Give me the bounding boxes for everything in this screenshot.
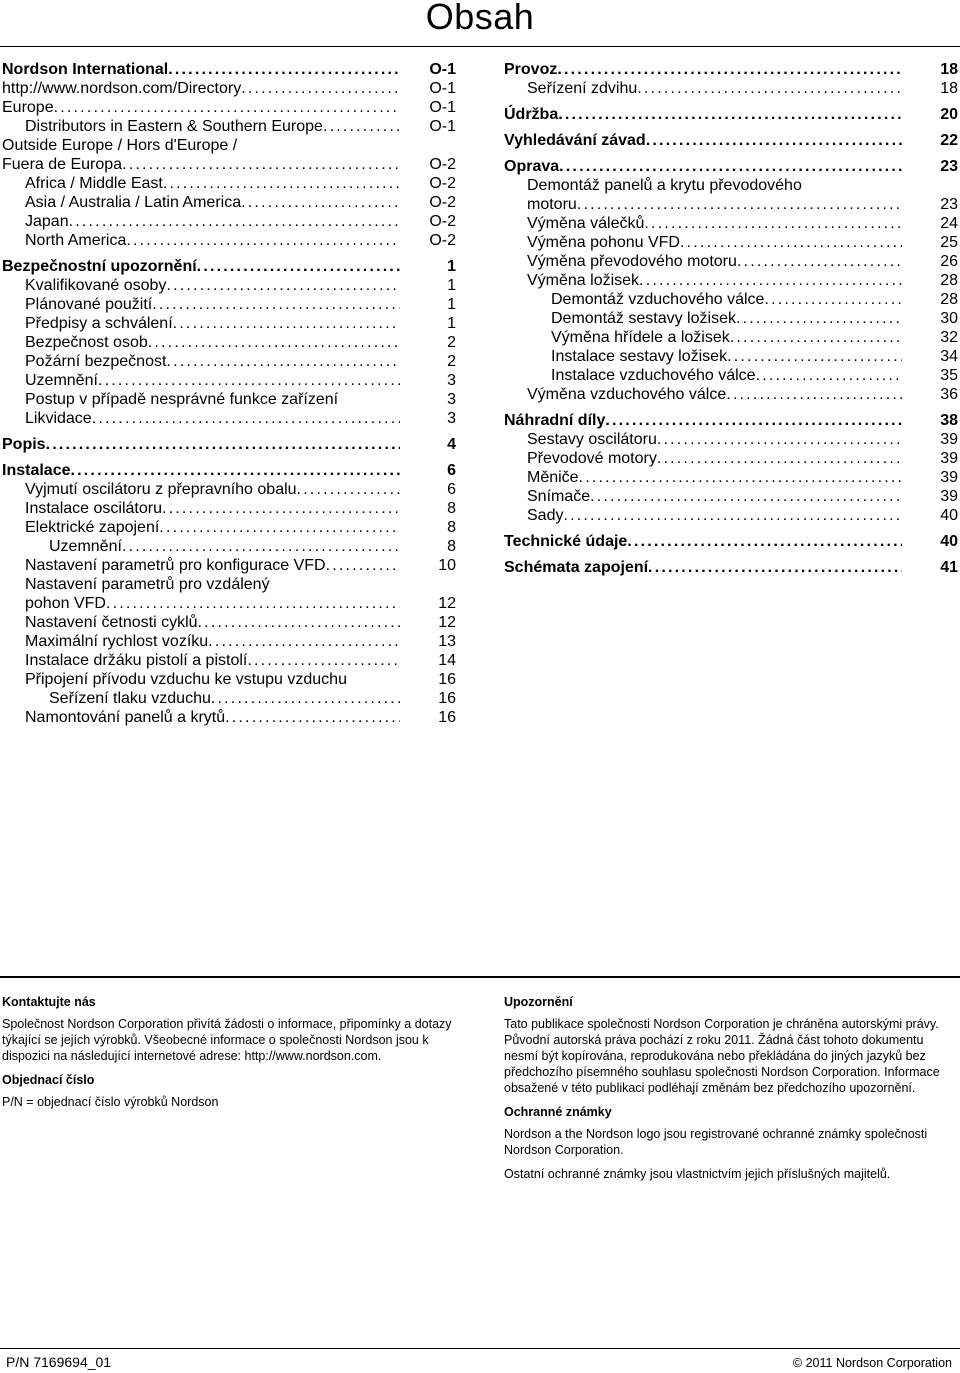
trademarks-heading: Ochranné známky — [504, 1105, 612, 1119]
contact-text: Společnost Nordson Corporation přivítá žádosti o informace, připomínky a dotazy týkající se jejích výrobků. Všeobecné informace o společnosti Nordson jsou k dispozici na následující internetové adrese: http://www.nordson.com. — [2, 1017, 452, 1063]
toc-page-number: O-2 — [429, 213, 456, 230]
toc-page-number: 39 — [940, 450, 958, 467]
toc-entry-text: Vyjmutí oscilátoru z přepravního obalu — [25, 481, 297, 498]
toc-leader-dots — [627, 532, 902, 551]
toc-leader-dots — [152, 295, 400, 314]
toc-leader-dots — [558, 105, 902, 124]
toc-entry-text: Postup v případě nesprávné funkce zařízení — [25, 391, 339, 408]
toc-entry-text: Výměna hřídele a ložisek — [551, 329, 730, 346]
toc-entry-text: Vyhledávání závad — [504, 132, 646, 149]
toc-entry-text: Uzemnění — [25, 372, 98, 389]
toc-entry[interactable] — [504, 468, 958, 487]
toc-leader-dots — [197, 257, 400, 276]
toc-leader-dots — [559, 157, 902, 176]
footer-right — [504, 994, 954, 1190]
toc-entry-text: Převodové motory — [527, 450, 657, 467]
toc-entry-text: Instalace vzduchového válce — [551, 367, 756, 384]
toc-page-number: 6 — [447, 462, 456, 479]
toc-page-number: O-1 — [429, 80, 456, 97]
toc-entry-text: Demontáž vzduchového válce — [551, 291, 765, 308]
toc-leader-dots — [730, 328, 902, 347]
toc-entry[interactable] — [2, 632, 456, 651]
footer-divider — [0, 976, 960, 978]
toc-leader-dots — [148, 333, 400, 352]
toc-entry[interactable] — [2, 212, 456, 231]
toc-leader-dots — [639, 271, 902, 290]
toc-page-number: 14 — [438, 652, 456, 669]
toc-entry[interactable] — [2, 371, 456, 390]
toc-entry-text: Maximální rychlost vozíku — [25, 633, 209, 650]
toc-page-number: 16 — [438, 671, 456, 688]
toc-entry[interactable] — [2, 499, 456, 518]
toc-entry-text: Náhradní díly — [504, 412, 606, 429]
toc-entry-text: Výměna pohonu VFD — [527, 234, 680, 251]
toc-entry[interactable] — [2, 670, 456, 689]
toc-leader-dots — [579, 468, 902, 487]
toc-leader-dots — [162, 499, 400, 518]
toc-page-number: 41 — [940, 559, 958, 576]
toc-entry[interactable] — [2, 390, 456, 409]
toc-entry[interactable] — [504, 290, 958, 309]
toc-page-number: 40 — [940, 507, 958, 524]
toc-entry-text: Likvidace — [25, 410, 92, 427]
toc-leader-dots — [323, 117, 400, 136]
toc-heading[interactable] — [2, 257, 456, 276]
toc-page-number: 12 — [438, 614, 456, 631]
toc-entry-text: Technické údaje — [504, 533, 628, 550]
toc-leader-dots — [756, 366, 902, 385]
toc-page-number: 6 — [447, 481, 456, 498]
toc-leader-dots — [326, 556, 400, 575]
toc-entry[interactable] — [2, 480, 456, 499]
toc-page-number: O-2 — [429, 194, 456, 211]
toc-entry-text: Údržba — [504, 106, 559, 123]
toc-entry-text: Instalace — [2, 462, 71, 479]
notice-text: Tato publikace společnosti Nordson Corporation je chráněna autorskými právy. Původní autorská práva pochází z roku 2011. Žádná část tohoto dokumentu nesmí být kopírována, reprodukována nebo překládána do jiných jazyků bez předchozího písemného souhlasu společnosti Nordson Corporation. Informace obsažené v této publikaci podléhají změnám bez předchozího upozornění. — [504, 1017, 940, 1095]
toc-page-number: 3 — [447, 410, 456, 427]
toc-entry-text: Kvalifikované osoby — [25, 277, 167, 294]
toc-page-number: 26 — [940, 253, 958, 270]
toc-page-number: 4 — [447, 436, 456, 453]
toc-heading[interactable] — [504, 558, 958, 577]
toc-leader-dots — [173, 314, 400, 333]
toc-entry[interactable] — [2, 193, 456, 212]
toc-entry-text: Výměna ložisek — [527, 272, 640, 289]
toc-leader-dots — [122, 537, 400, 556]
toc-entry[interactable] — [2, 155, 456, 174]
toc-heading[interactable] — [2, 435, 456, 454]
toc-left-column — [2, 60, 456, 727]
toc-page-number: 18 — [940, 61, 958, 78]
toc-page-number: 1 — [447, 277, 456, 294]
toc-leader-dots — [166, 276, 400, 295]
toc-entry-text: Nastavení četnosti cyklů — [25, 614, 198, 631]
toc-entry-text: Outside Europe / Hors d'Europe / — [2, 137, 238, 154]
toc-entry-text: North America — [25, 232, 127, 249]
toc-page-number: 8 — [447, 519, 456, 536]
trademarks-other-text: Ostatní ochranné známky jsou vlastnictvím jejich příslušných majitelů. — [504, 1167, 891, 1181]
toc-leader-dots — [54, 98, 400, 117]
toc-entry[interactable] — [2, 651, 456, 670]
toc-leader-dots — [644, 214, 902, 233]
toc-entry[interactable] — [504, 309, 958, 328]
toc-leader-dots — [211, 689, 400, 708]
toc-entry[interactable] — [504, 366, 958, 385]
toc-entry-text: Schémata zapojení — [504, 559, 649, 576]
toc-page-number: O-2 — [429, 156, 456, 173]
toc-page-number: 36 — [940, 386, 958, 403]
order-number-heading: Objednací číslo — [2, 1073, 95, 1087]
toc-page-number: O-1 — [429, 61, 456, 78]
toc-entry-text: Výměna vzduchového válce — [527, 386, 727, 403]
toc-leader-dots — [166, 352, 400, 371]
order-number-text: P/N = objednací číslo výrobků Nordson — [2, 1095, 219, 1109]
toc-entry-text: Elektrické zapojení — [25, 519, 160, 536]
toc-entry-text: Asia / Australia / Latin America — [25, 194, 242, 211]
toc-page-number: O-1 — [429, 99, 456, 116]
toc-entry-text: Provoz — [504, 61, 558, 78]
toc-entry[interactable] — [2, 98, 456, 117]
toc-leader-dots — [726, 385, 902, 404]
toc-entry-text: Snímače — [527, 488, 591, 505]
toc-leader-dots — [106, 594, 400, 613]
toc-heading[interactable] — [2, 461, 456, 480]
toc-page-number: 10 — [438, 557, 456, 574]
toc-heading[interactable] — [504, 60, 958, 79]
bottom-divider — [0, 1348, 960, 1349]
toc-leader-dots — [208, 632, 400, 651]
toc-entry[interactable] — [504, 385, 958, 404]
toc-page-number: O-2 — [429, 232, 456, 249]
toc-entry-text: Fuera de Europa — [2, 156, 123, 173]
toc-page-number: 16 — [438, 709, 456, 726]
toc-entry[interactable] — [2, 174, 456, 193]
toc-entry-text: Sady — [527, 507, 564, 524]
toc-page-number: O-1 — [429, 118, 456, 135]
toc-leader-dots — [163, 174, 400, 193]
toc-entry[interactable] — [2, 352, 456, 371]
toc-leader-dots — [648, 558, 902, 577]
toc-entry[interactable] — [504, 214, 958, 233]
toc-leader-dots — [657, 430, 902, 449]
toc-entry-text: http://www.nordson.com/Directory — [2, 80, 242, 97]
toc-entry-text: Seřízení zdvihu — [527, 80, 638, 97]
toc-entry-text: Oprava — [504, 158, 560, 175]
toc-heading[interactable] — [2, 60, 456, 79]
toc-page-number: 40 — [940, 533, 958, 550]
notice-heading: Upozornění — [504, 995, 573, 1009]
toc-entry[interactable] — [504, 252, 958, 271]
contact-heading: Kontaktujte nás — [2, 995, 96, 1009]
toc-leader-dots — [225, 708, 400, 727]
toc-entry-text: Instalace sestavy ložisek — [551, 348, 728, 365]
toc-leader-dots — [241, 79, 400, 98]
toc-page-number: 2 — [447, 334, 456, 351]
toc-leader-dots — [563, 506, 902, 525]
toc-page-number: 39 — [940, 469, 958, 486]
toc-leader-dots — [737, 252, 902, 271]
toc-page-number: 16 — [438, 690, 456, 707]
toc-entry[interactable] — [504, 328, 958, 347]
toc-entry[interactable] — [504, 506, 958, 525]
toc-leader-dots — [98, 371, 400, 390]
toc-page-number: 8 — [447, 500, 456, 517]
toc-entry-text: Instalace držáku pistolí a pistolí — [25, 652, 248, 669]
toc-entry[interactable] — [2, 594, 456, 613]
toc-page-number: 20 — [940, 106, 958, 123]
toc-leader-dots — [736, 309, 902, 328]
toc-entry-text: Nastavení parametrů pro konfigurace VFD — [25, 557, 326, 574]
toc-right-column — [504, 60, 958, 577]
toc-entry[interactable] — [504, 195, 958, 214]
trademarks-text: Nordson a the Nordson logo jsou registrované ochranné známky společnosti Nordson Corporation. — [504, 1127, 928, 1157]
toc-entry-text: motoru — [527, 196, 577, 213]
toc-page-number: 38 — [940, 412, 958, 429]
toc-entry-text: Instalace oscilátoru — [25, 500, 162, 517]
toc-page-number: 18 — [940, 80, 958, 97]
toc-leader-dots — [577, 195, 902, 214]
toc-entry[interactable] — [2, 613, 456, 632]
toc-entry-text: Bezpečnostní upozornění — [2, 258, 197, 275]
toc-entry-text: Výměna převodového motoru — [527, 253, 737, 270]
toc-entry[interactable] — [2, 518, 456, 537]
toc-page-number: 39 — [940, 431, 958, 448]
toc-leader-dots — [198, 613, 400, 632]
toc-page-number: 22 — [940, 132, 958, 149]
toc-entry[interactable] — [2, 537, 456, 556]
toc-leader-dots — [92, 409, 400, 428]
toc-page-number: 1 — [447, 315, 456, 332]
toc-entry-text: pohon VFD — [25, 595, 106, 612]
toc-page-number: 3 — [447, 372, 456, 389]
toc-entry[interactable] — [2, 276, 456, 295]
toc-leader-dots — [646, 131, 902, 150]
toc-page-number: 32 — [940, 329, 958, 346]
copyright: © 2011 Nordson Corporation — [792, 1356, 952, 1370]
toc-entry-text: Distributors in Eastern & Southern Europe — [25, 118, 323, 135]
toc-entry-text: Bezpečnost osob — [25, 334, 148, 351]
toc-page-number: 1 — [447, 258, 456, 275]
toc-leader-dots — [590, 487, 902, 506]
toc-entry-text: Demontáž panelů a krytu převodového — [527, 177, 802, 194]
toc-entry-text: Namontování panelů a krytů — [25, 709, 226, 726]
toc-page-number: 39 — [940, 488, 958, 505]
toc-entry-text: Uzemnění — [49, 538, 122, 555]
toc-entry-text: Připojení přívodu vzduchu ke vstupu vzduchu — [25, 671, 347, 688]
toc-page-number: O-2 — [429, 175, 456, 192]
toc-page-number: 24 — [940, 215, 958, 232]
toc-entry-text: Demontáž sestavy ložisek — [551, 310, 736, 327]
toc-leader-dots — [557, 60, 902, 79]
toc-entry-text: Japan — [25, 213, 69, 230]
toc-leader-dots — [241, 193, 400, 212]
toc-entry[interactable] — [504, 430, 958, 449]
toc-heading[interactable] — [504, 105, 958, 124]
toc-leader-dots — [159, 518, 400, 537]
toc-leader-dots — [168, 60, 400, 79]
toc-entry[interactable] — [504, 449, 958, 468]
toc-entry[interactable] — [504, 233, 958, 252]
toc-heading[interactable] — [504, 411, 958, 430]
footer-left — [2, 994, 452, 1118]
toc-entry[interactable] — [504, 487, 958, 506]
toc-page-number: 8 — [447, 538, 456, 555]
page-title: Obsah — [425, 0, 535, 37]
toc-leader-dots — [122, 155, 400, 174]
title-divider — [0, 46, 960, 47]
toc-leader-dots — [680, 233, 902, 252]
toc-leader-dots — [247, 651, 400, 670]
toc-page-number: 35 — [940, 367, 958, 384]
toc-entry-text: Europe — [2, 99, 54, 116]
toc-entry-text: Nordson International — [2, 61, 169, 78]
toc-leader-dots — [727, 347, 902, 366]
toc-entry[interactable] — [2, 689, 456, 708]
toc-entry[interactable] — [2, 556, 456, 575]
toc-entry[interactable] — [2, 295, 456, 314]
toc-entry[interactable] — [504, 347, 958, 366]
toc-leader-dots — [297, 480, 400, 499]
toc-leader-dots — [70, 461, 400, 480]
toc-page-number: 3 — [447, 391, 456, 408]
toc-entry-text: Měniče — [527, 469, 579, 486]
toc-page-number: 30 — [940, 310, 958, 327]
toc-leader-dots — [605, 411, 902, 430]
toc-entry-text: Předpisy a schválení — [25, 315, 173, 332]
toc-entry[interactable] — [2, 117, 456, 136]
toc-entry-text: Africa / Middle East — [25, 175, 163, 192]
toc-page-number: 13 — [438, 633, 456, 650]
toc-page-number: 23 — [940, 196, 958, 213]
toc-entry[interactable] — [2, 708, 456, 727]
toc-entry-text: Sestavy oscilátoru — [527, 431, 657, 448]
toc-leader-dots — [637, 79, 902, 98]
toc-entry[interactable] — [2, 79, 456, 98]
toc-page-number: 28 — [940, 272, 958, 289]
toc-page-number: 34 — [940, 348, 958, 365]
toc-heading[interactable] — [504, 532, 958, 551]
toc-page-number: 12 — [438, 595, 456, 612]
toc-entry-text: Požární bezpečnost — [25, 353, 167, 370]
toc-leader-dots — [46, 435, 400, 454]
toc-entry-text: Popis — [2, 436, 46, 453]
toc-heading[interactable] — [504, 131, 958, 150]
toc-leader-dots — [126, 231, 400, 250]
toc-entry-text: Plánované použití — [25, 296, 153, 313]
toc-entry[interactable] — [2, 231, 456, 250]
toc-entry[interactable] — [2, 314, 456, 333]
toc-leader-dots — [69, 212, 400, 231]
toc-entry-text: Výměna válečků — [527, 215, 645, 232]
toc-page-number: 28 — [940, 291, 958, 308]
toc-entry[interactable] — [504, 271, 958, 290]
toc-entry[interactable] — [504, 79, 958, 98]
toc-leader-dots — [657, 449, 902, 468]
toc-entry[interactable] — [2, 409, 456, 428]
toc-entry-text: Nastavení parametrů pro vzdálený — [25, 576, 270, 593]
toc-page-number: 2 — [447, 353, 456, 370]
toc-leader-dots — [764, 290, 902, 309]
toc-page-number: 1 — [447, 296, 456, 313]
toc-page-number: 25 — [940, 234, 958, 251]
part-number: P/N 7169694_01 — [6, 1354, 112, 1370]
toc-page-number: 23 — [940, 158, 958, 175]
toc-heading[interactable] — [504, 157, 958, 176]
toc-entry[interactable] — [2, 333, 456, 352]
toc-entry-text: Seřízení tlaku vzduchu — [49, 690, 211, 707]
